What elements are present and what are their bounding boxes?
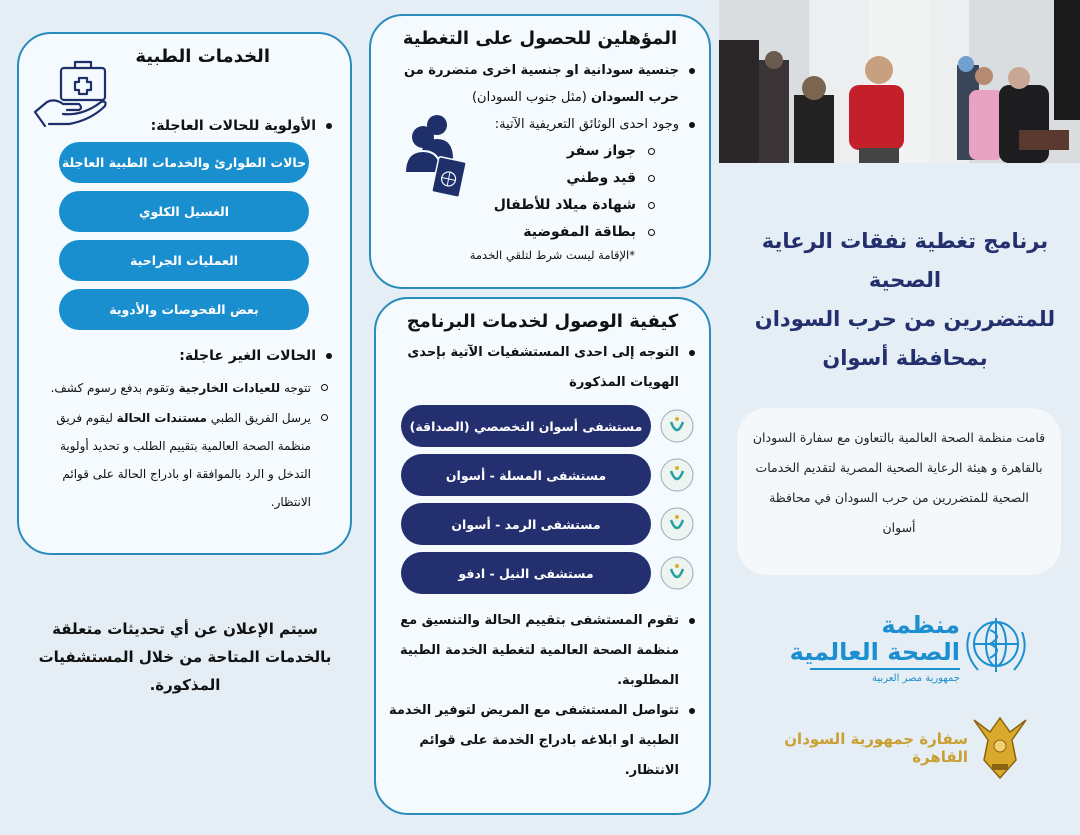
who-wordmark (790, 612, 960, 684)
access-intro-text: التوجه إلى احدى المستشفيات الآتية بإحدى الهويات المذكورة (407, 345, 679, 390)
eligibility-panel (369, 14, 711, 289)
bullet-icon (326, 123, 332, 129)
document-label: شهادة ميلاد للأطفال (493, 197, 636, 213)
access-step-text: تتواصل المستشفى مع المريض لتوفير الخدمة الطبية او ابلاغه بادراج الخدمة على قوائم الانتظار. (389, 703, 679, 778)
program-title (730, 222, 1080, 378)
who-name-line1: منظمة (881, 611, 960, 639)
hospital-name: مستشفى النيل - ادفو (401, 552, 651, 594)
bullet-icon (689, 122, 695, 128)
who-divider (810, 668, 960, 670)
hospital-item (388, 503, 695, 545)
bullet-icon (689, 618, 695, 624)
urgent-service-pill: بعض الفحوصات والأدوية (59, 289, 309, 330)
clinic-waiting-room-photo (719, 0, 1080, 163)
sub-bullet-icon (321, 384, 328, 391)
access-title: كيفية الوصول لخدمات البرنامج (406, 311, 679, 332)
access-panel (374, 297, 711, 815)
health-authority-logo-icon (659, 457, 695, 493)
medical-services-title: الخدمات الطبية (135, 46, 270, 67)
hospital-name: مستشفى المسلة - أسوان (401, 454, 651, 496)
who-emblem-icon (958, 612, 1034, 680)
eligibility-title: المؤهلين للحصول على التغطية (402, 28, 678, 49)
access-intro (388, 338, 695, 398)
document-label: جواز سفر (566, 143, 636, 159)
nationality-example: (مثل جنوب السودان) (471, 90, 591, 105)
embassy-wordmark (784, 730, 968, 766)
hospital-name: مستشفى أسوان التخصصي (الصداقة) (401, 405, 651, 447)
nonurgent-item (38, 404, 328, 516)
text: ليقوم فريق منظمة الصحة العالمية بتقييم الطلب و تحديد أولوية التدخل و الرد بالموافقة او بادراج الحالة على قوائم الانتظار. (56, 411, 311, 509)
people-passport-icon (401, 111, 471, 201)
medical-kit-hand-icon (33, 54, 111, 130)
access-step-text: تقوم المستشفى بتقييم الحالة والتنسيق مع منظمة الصحة العالمية لتغطية الخدمة الطبية المطلوبة. (399, 613, 679, 688)
sub-bullet-icon (648, 148, 655, 155)
sub-bullet-icon (648, 202, 655, 209)
hospital-item (388, 552, 695, 594)
text: تتوجه (280, 381, 311, 395)
nonurgent-list (38, 374, 328, 516)
urgent-service-pill: الغسيل الكلوي (59, 191, 309, 232)
bullet-icon (326, 353, 332, 359)
embassy-name: سفارة جمهورية السودان (784, 730, 968, 748)
residency-note: *الإقامة ليست شرط لتلقي الخدمة (469, 248, 635, 262)
documents-intro: وجود احدى الوثائق التعريفية الآتية: (494, 117, 679, 132)
intro-text: قامت منظمة الصحة العالمية بالتعاون مع سفارة السودان بالقاهرة و هيئة الرعاية الصحية المصرية لتقديم الخدمات الصحية للمتضررين من حرب السودان في محافظة أسوان (752, 430, 1046, 535)
nonurgent-heading (179, 348, 332, 364)
health-authority-logo-icon (659, 555, 695, 591)
text: وتقوم بدفع رسوم كشف. (50, 381, 179, 395)
health-authority-logo-icon (659, 408, 695, 444)
bullet-icon (689, 350, 695, 356)
embassy-city: القاهرة (912, 748, 968, 766)
intro-box (737, 408, 1061, 575)
bullet-icon (689, 68, 695, 74)
nonurgent-heading-text: الحالات الغير عاجلة: (179, 348, 316, 364)
priority-heading (151, 118, 332, 134)
priority-heading-text: الأولوية للحالات العاجلة: (150, 118, 316, 134)
hospital-item (388, 454, 695, 496)
program-title-line: بمحافظة أسوان (822, 346, 988, 370)
program-title-line: للمتضررين من حرب السودان (754, 307, 1056, 331)
hero-photo (719, 0, 1080, 163)
hospital-name: مستشفى الرمد - أسوان (401, 503, 651, 545)
sub-bullet-icon (321, 414, 328, 421)
urgent-service-pill: العمليات الجراحية (59, 240, 309, 281)
document-label: قيد وطني (566, 170, 636, 186)
sudan-emblem-icon (970, 710, 1030, 782)
program-title-line: برنامج تغطية نفقات الرعاية الصحية (761, 229, 1049, 292)
bullet-icon (689, 708, 695, 714)
bold-text: مستندات الحالة (116, 411, 207, 425)
document-item (383, 219, 655, 246)
sub-bullet-icon (648, 175, 655, 182)
health-authority-logo-icon (659, 506, 695, 542)
text: يرسل الفريق الطبي (206, 411, 311, 425)
sub-bullet-icon (648, 229, 655, 236)
nationality-criterion (383, 57, 695, 111)
nationality-text: جنسية سودانية او جنسية اخرى متضررة من حرب السودان (404, 63, 679, 105)
who-country: جمهورية مصر العربية (872, 672, 960, 684)
access-step (388, 696, 695, 786)
hospital-item (388, 405, 695, 447)
bold-text: للعيادات الخارجية (178, 381, 281, 395)
urgent-service-pill: حالات الطوارئ والخدمات الطبية العاجلة (59, 142, 309, 183)
who-name-line2: الصحة العالمية (789, 638, 960, 666)
access-step (388, 606, 695, 696)
nonurgent-item (38, 374, 328, 402)
document-label: بطاقة المفوضية (523, 224, 636, 240)
medical-services-panel (17, 32, 352, 555)
updates-notice: سيتم الإعلان عن أي تحديثات متعلقة بالخدمات المتاحة من خلال المستشفيات المذكورة. (38, 620, 332, 694)
